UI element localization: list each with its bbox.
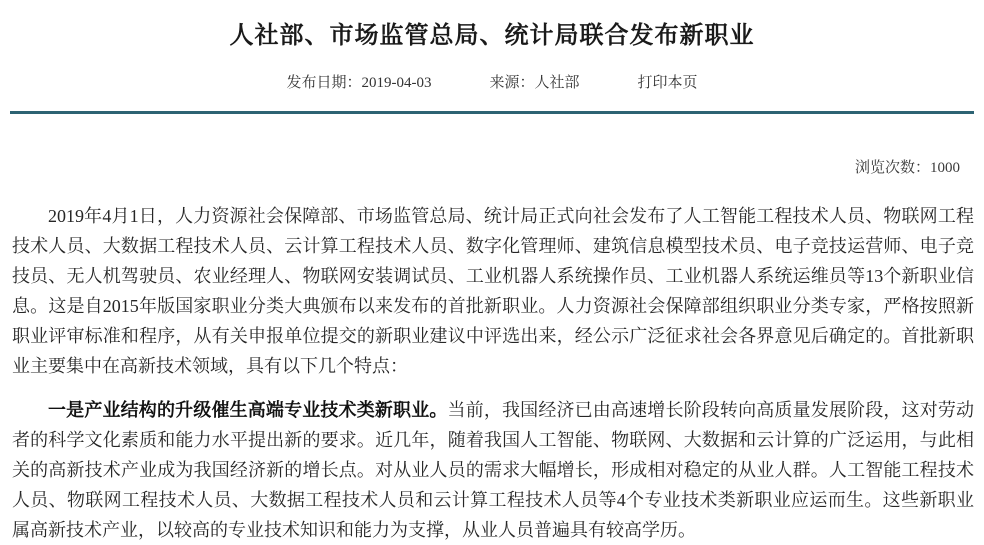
paragraph-2-text: 当前，我国经济已由高速增长阶段转向高质量发展阶段，这对劳动者的科学文化素质和能力水平提出新的要求。近几年，随着我国人工智能、物联网、大数据和云计算的广泛运用，与此相关的高新技术产业成为我国经济新的增长点。对从业人员的需求大幅增长，形成相对稳定的从业人群。人工智能工程技术人员、物联网工程技术人员、大数据工程技术人员和云计算工程技术人员等4个专业技术类新职业应运而生。这些新职业属高新技术产业，以较高的专业技术知识和能力为支撑，从业人员普遍具有较高学历。 <box>12 400 975 540</box>
article-source <box>489 71 579 92</box>
view-counter-value: 1000 <box>930 160 960 176</box>
view-counter-label: 浏览次数： <box>854 160 930 176</box>
view-counter <box>0 156 984 177</box>
source-value: 人社部 <box>534 75 580 91</box>
article-meta-row <box>0 71 984 92</box>
header-divider <box>10 111 974 114</box>
page-title: 人社部、市场监管总局、统计局联合发布新职业 <box>229 22 755 49</box>
publish-date-value: 2019-04-03 <box>361 75 432 91</box>
article-body <box>0 201 984 545</box>
publish-date-label: 发布日期： <box>286 75 362 91</box>
article-paragraph-2 <box>12 395 974 545</box>
print-page-link[interactable]: 打印本页 <box>637 75 698 91</box>
publish-date <box>286 71 431 92</box>
source-label: 来源： <box>489 75 535 91</box>
paragraph-2-bold-lead: 一是产业结构的升级催生高端专业技术类新职业。 <box>48 400 448 420</box>
article-paragraph-1: 2019年4月1日，人力资源社会保障部、市场监管总局、统计局正式向社会发布了人工智能工程技术人员、物联网工程技术人员、大数据工程技术人员、云计算工程技术人员、数字化管理师、建筑信息模型技术员、电子竞技运营师、电子竞技员、无人机驾驶员、农业经理人、物联网安装调试员、工业机器人系统操作员、工业机器人系统运维员等13个新职业信息。这是自2015年版国家职业分类大典颁布以来发布的首批新职业。人力资源社会保障部组织职业分类专家，严格按照新职业评审标准和程序，从有关申报单位提交的新职业建议中评选出来，经公示广泛征求社会各界意见后确定的。首批新职业主要集中在高新技术领域，具有以下几个特点： <box>12 206 974 376</box>
